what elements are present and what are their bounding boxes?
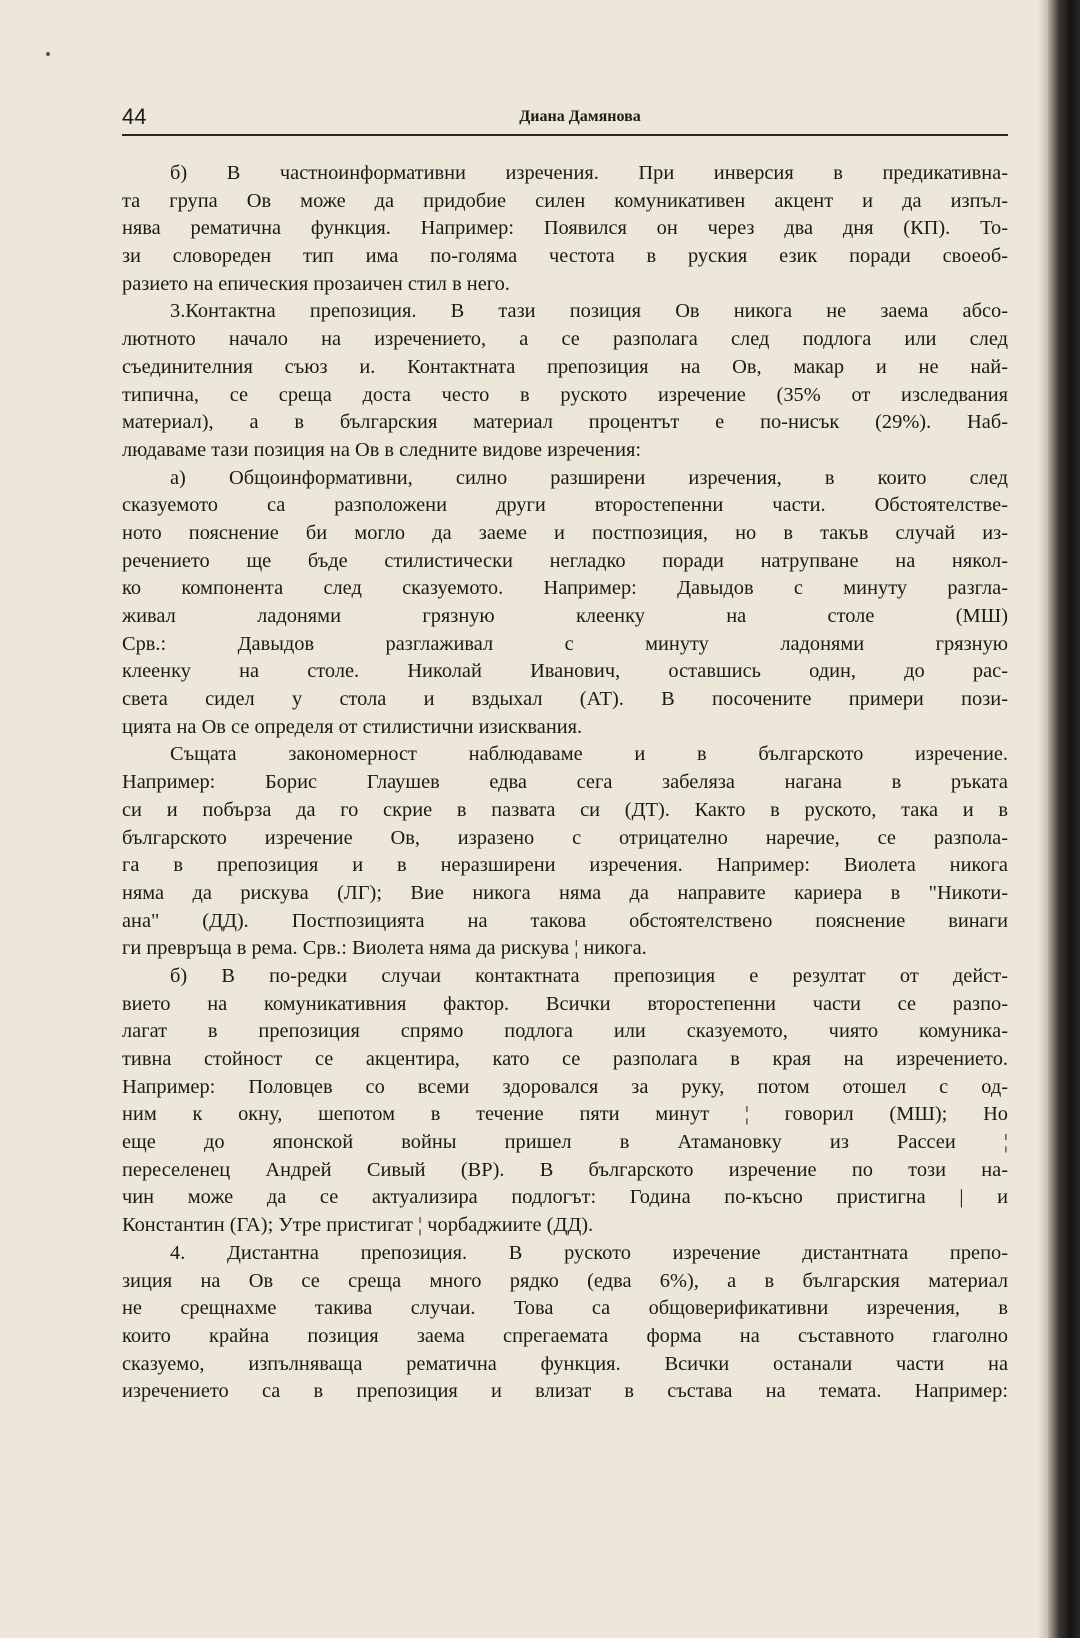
text-line: света сидел у стола и вздыхал (АТ). В посочените примери пози- [122,688,1008,711]
header-rule [122,134,1008,136]
text-line: Например: Борис Глаушев едва сега забеляза нагана в ръката [122,771,1008,794]
text-line: нява рематична функция. Например: Появился он через два дня (КП). То- [122,217,1008,240]
text-line: клеенку на столе. Николай Иванович, оставшись один, до рас- [122,660,1008,683]
text-line: речението ще бъде стилистически негладко поради натрупване на някол- [122,549,1008,572]
text-line: 3.Контактна препозиция. В тази позиция Ов никога не заема абсо- [170,300,1008,323]
text-line: еще до японской войны пришел в Атамановку из Рассеи ¦ [122,1131,1008,1154]
text-line: разието на епическия прозаичен стил в него. [122,272,510,295]
page-gutter-shadow [1038,0,1048,1638]
page-header [122,104,1008,134]
text-line: живал ладонями грязную клеенку на столе (МШ) [122,605,1008,627]
text-line: изречението са в препозиция и влизат в състава на темата. Например: [122,1380,1008,1403]
text-line: материал), а в българския материал процентът е по-нисък (29%). Наб- [122,411,1008,434]
text-line: ним к окну, шепотом в течение пяти минут ¦ говорил (МШ); Но [122,1103,1008,1126]
text-line: няма да рискува (ЛГ); Вие никога няма да направите кариера в "Никоти- [122,881,1008,904]
text-line: людаваме тази позиция на Ов в следните видове изречения: [122,438,642,461]
text-line: си и побърза да го скрие в пазвата си (ДТ). Както в руското, така и в [122,798,1008,821]
text-line: зи словореден тип има по-голяма честота в руския език поради своеоб- [122,245,1008,268]
text-line: лагат в препозиция спрямо подлога или сказуемото, чиято комуника- [122,1020,1008,1043]
text-line: типична, се среща доста често в руското изречение (35% от изследвания [122,383,1008,406]
text-line: Например: Половцев со всеми здоровался за руку, потом отошел с од- [122,1075,1008,1098]
text-line: переселенец Андрей Сивый (ВР). В българското изречение по този на- [122,1158,1008,1181]
text-line: ана" (ДД). Постпозицията на такова обстоятелствено пояснение винаги [122,909,1008,932]
running-title: Диана Дамянова [519,108,641,125]
body-text [122,160,1008,1406]
text-line: цията на Ов се определя от стилистични изисквания. [122,715,583,738]
text-line: 4. Дистантна препозиция. В руското изречение дистантната препо- [170,1241,1008,1264]
book-spine-edge [1048,0,1080,1638]
text-line: вието на комуникативния фактор. Всички второстепенни части се разпо- [122,992,1008,1015]
text-line: ко компонента след сказуемото. Например: Давыдов с минуту разгла- [122,577,1008,600]
page-number: 44 [122,104,147,129]
text-line: а) Общоинформативни, силно разширени изречения, в които след [170,466,1008,489]
text-line: зиция на Ов се среща много рядко (едва 6%), а в българския материал [122,1269,1008,1292]
text-line: съединителния съюз и. Контактната препозиция на Ов, макар и не най- [122,355,1008,378]
text-line: не срещнахме такива случаи. Това са общоверификативни изречения, в [122,1297,1008,1320]
text-line: сказуемо, изпълняваща рематична функция. Всички останали части на [122,1352,1008,1375]
text-line: та група Ов може да придобие силен комуникативен акцент и да изпъл- [122,189,1008,212]
text-line: които крайна позиция заема спрегаемата форма на съставното глаголно [122,1324,1008,1347]
text-line: българското изречение Ов, изразено с отрицателно наречие, се разпола- [122,826,1008,849]
speck [46,52,50,56]
text-line: Константин (ГА); Утре пристигат ¦ чорбаджиите (ДД). [122,1214,594,1237]
text-line: ното пояснение би могло да заеме и постпозиция, но в такъв случай из- [122,521,1008,544]
text-line: лютното начало на изречението, а се разполага след подлога или след [122,328,1008,351]
text-line: тивна стойност се акцентира, като се разполага в края на изречението. [122,1048,1008,1070]
text-line: б) В по-редки случаи контактната препозиция е резултат от дейст- [170,964,1008,987]
text-line: чин може да се актуализира подлогът: Година по-късно пристигна | и [122,1186,1008,1209]
text-line: га в препозиция и в неразширени изречения. Например: Виолета никога [122,854,1008,877]
text-line: Срв.: Давыдов разглаживал с минуту ладонями грязную [122,632,1008,655]
text-line: ги превръща в рема. Срв.: Виолета няма да рискува ¦ никога. [122,937,647,960]
text-line: сказуемото са разположени други второстепенни части. Обстоятелстве- [122,494,1008,517]
text-line: Същата закономерност наблюдаваме и в българското изречение. [170,743,1008,766]
text-line: б) В частноинформативни изречения. При инверсия в предикативна- [170,162,1008,184]
